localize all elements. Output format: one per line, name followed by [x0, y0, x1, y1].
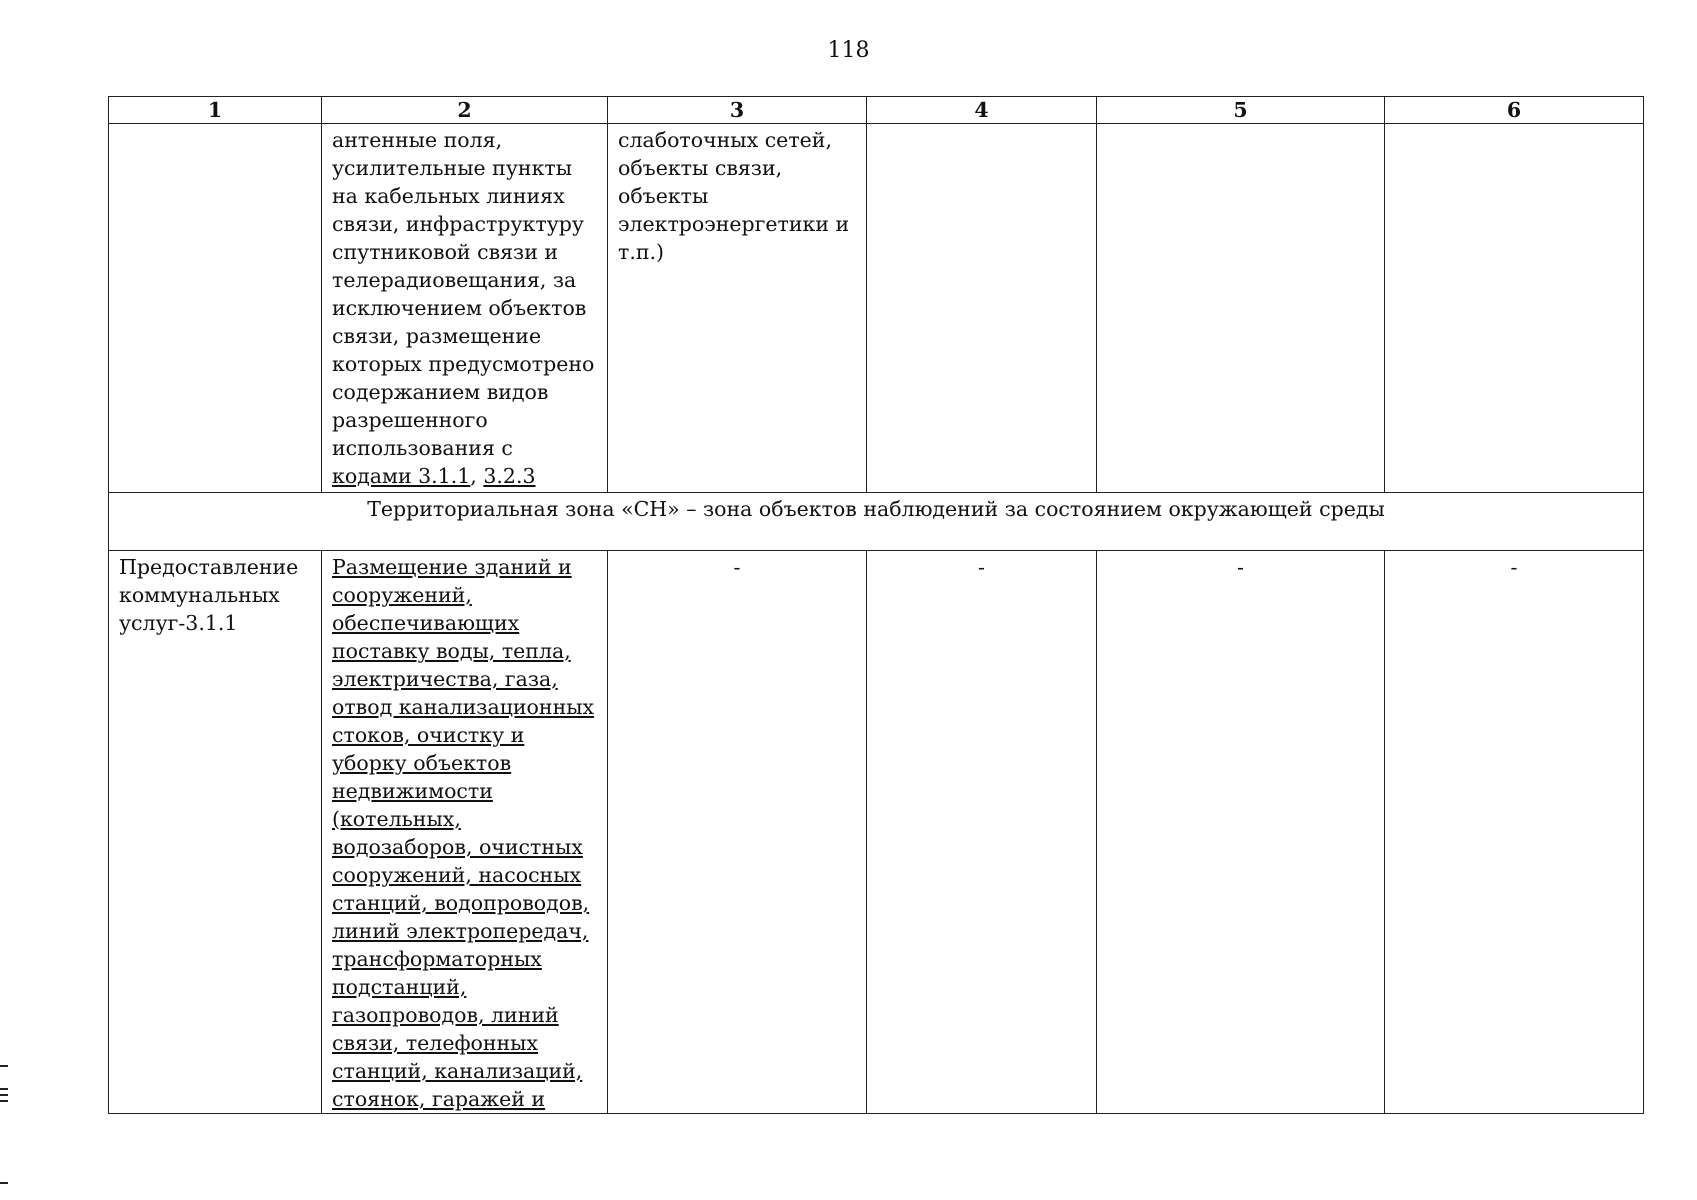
row1-col5-cell — [1097, 124, 1385, 493]
table-row — [109, 551, 1644, 1114]
margin-mark — [0, 1182, 8, 1184]
column-header-2: 2 — [322, 97, 608, 124]
zone-title-row — [109, 493, 1644, 551]
row1-col1-cell — [109, 124, 322, 493]
row1-col4-cell — [867, 124, 1097, 493]
row1-col2-text: антенные поля, усилительные пункты на кабельных линиях связи, инфраструктуру спутниковой связи и телерадиовещания, за исключением объектов связи, размещение которых предусмотрено содержанием видов разрешенного использования с — [332, 128, 595, 460]
row2-col2-cell: Размещение зданий и сооружений, обеспечивающих поставку воды, тепла, электричества, газа, отвод канализационных стоков, очистку и уборку объектов недвижимости (котельных, водозаборов, очистных сооружений, насосных станций, водопроводов, линий электропередач, трансформаторных подстанций, газопроводов, линий связи, телефонных станций, канализаций, стоянок, гаражей и — [322, 551, 608, 1114]
row2-col6-cell: - — [1385, 551, 1644, 1114]
code-separator: , — [470, 464, 484, 488]
margin-mark — [0, 1100, 8, 1102]
table-header-row — [109, 97, 1644, 124]
row2-col5-cell: - — [1097, 551, 1385, 1114]
row1-col3-cell: слаботочных сетей, объекты связи, объекты электроэнергетики и т.п.) — [608, 124, 867, 493]
code-link-3-1-1[interactable]: кодами 3.1.1 — [332, 464, 471, 488]
row2-col3-cell: - — [608, 551, 867, 1114]
margin-mark — [0, 1094, 8, 1096]
row1-col2-cell — [322, 124, 608, 493]
zone-title: Территориальная зона «СН» – зона объектов наблюдений за состоянием окружающей среды — [109, 493, 1644, 551]
row2-col4-cell: - — [867, 551, 1097, 1114]
table-row — [109, 124, 1644, 493]
code-link-3-2-3[interactable]: 3.2.3 — [483, 464, 536, 488]
column-header-1: 1 — [109, 97, 322, 124]
margin-mark — [0, 1065, 8, 1067]
column-header-6: 6 — [1385, 97, 1644, 124]
regulations-table — [108, 96, 1644, 1114]
row2-col1-cell: Предоставление коммунальных услуг-3.1.1 — [109, 551, 322, 1114]
column-header-5: 5 — [1097, 97, 1385, 124]
margin-mark — [0, 1088, 8, 1090]
column-header-3: 3 — [608, 97, 867, 124]
row1-col6-cell — [1385, 124, 1644, 493]
column-header-4: 4 — [867, 97, 1097, 124]
page-number: 118 — [827, 38, 870, 63]
